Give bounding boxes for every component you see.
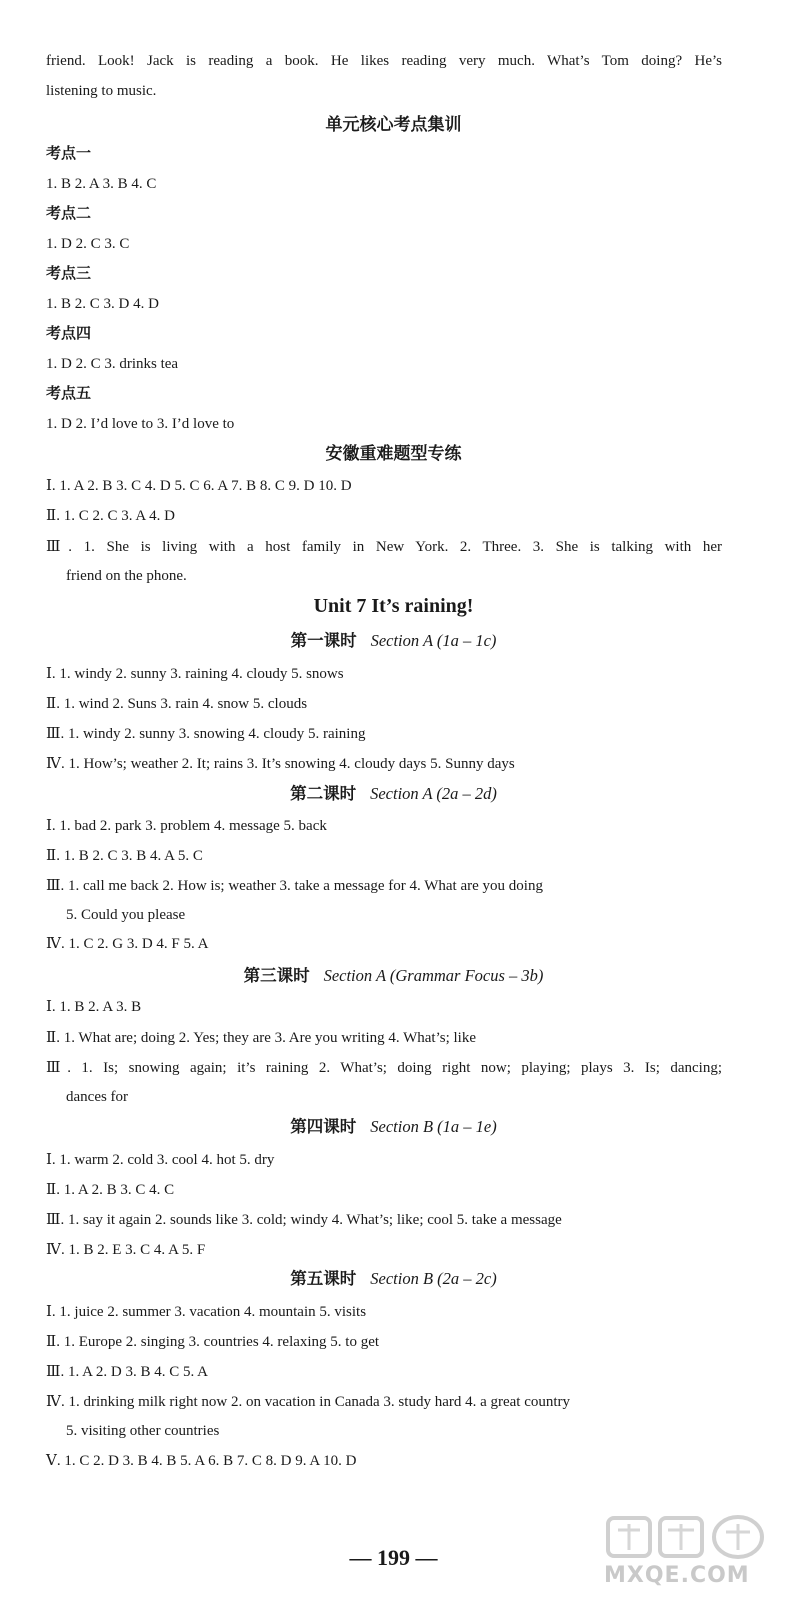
lesson-section: Section B (2a – 2c) [370,1269,497,1288]
kaodian-1-answers: 1. B 2. A 3. B 4. C [46,176,157,192]
lesson-1-line: Ⅱ. 1. wind 2. Suns 3. rain 4. snow 5. clouds [46,696,308,712]
lesson-label: 第四课时 [290,1117,357,1136]
lesson-5-line: Ⅳ. 1. drinking milk right now 2. on vacation in Canada 3. study hard 4. a great country [46,1394,571,1410]
lesson-1-heading [0,630,787,652]
watermark-text: MXQE.COM [604,1563,750,1588]
lesson-4-line: Ⅰ. 1. warm 2. cold 3. cool 4. hot 5. dry [46,1152,275,1168]
intro-line-1: friend. Look! Jack is reading a book. He likes reading very much. What’s Tom doing? He’s [46,53,722,69]
kaodian-1-label: 考点一 [46,146,92,162]
lesson-1-line: Ⅳ. 1. How’s; weather 2. It; rains 3. It’s snowing 4. cloudy days 5. Sunny days [46,756,515,772]
lesson-3-heading [0,965,787,987]
kaodian-3-label: 考点三 [46,266,92,282]
lesson-4-line: Ⅱ. 1. A 2. B 3. C 4. C [46,1182,175,1198]
kaodian-3-answers: 1. B 2. C 3. D 4. D [46,296,159,312]
lesson-4-line: Ⅲ. 1. say it again 2. sounds like 3. cold; windy 4. What’s; like; cool 5. take a message [46,1212,562,1228]
lesson-section: Section A (1a – 1c) [370,631,497,650]
kaodian-2-label: 考点二 [46,206,92,222]
kaodian-2-answers: 1. D 2. C 3. C [46,236,130,252]
lesson-label: 第二课时 [290,784,357,803]
lesson-5-line-cont: 5. visiting other countries [66,1423,220,1439]
lesson-5-heading [0,1268,787,1290]
page-number: — 199 — [349,1545,438,1570]
unit-title: Unit 7 It’s raining! [313,595,474,617]
lesson-section: Section A (2a – 2d) [370,784,497,803]
lesson-4-line: Ⅳ. 1. B 2. E 3. C 4. A 5. F [46,1242,206,1258]
intro-line-2: listening to music. [46,83,157,99]
kaodian-4-answers: 1. D 2. C 3. drinks tea [46,356,179,372]
lesson-1-line: Ⅲ. 1. windy 2. sunny 3. snowing 4. cloudy 5. raining [46,726,366,742]
lesson-5-line: Ⅱ. 1. Europe 2. singing 3. countries 4. relaxing 5. to get [46,1334,380,1350]
lesson-4-heading [0,1116,787,1138]
lesson-3-line: Ⅲ. 1. Is; snowing again; it’s raining 2. What’s; doing right now; playing; plays 3. Is; dancing; [46,1060,722,1076]
lesson-label: 第五课时 [290,1269,357,1288]
core-title: 单元核心考点集训 [325,115,462,134]
lesson-2-line: Ⅱ. 1. B 2. C 3. B 4. A 5. C [46,848,203,864]
lesson-5-line: Ⅲ. 1. A 2. D 3. B 4. C 5. A [46,1364,208,1380]
anhui-line-cont: friend on the phone. [66,568,187,584]
lesson-2-line: Ⅰ. 1. bad 2. park 3. problem 4. message 5. back [46,818,327,834]
anhui-line: Ⅰ. 1. A 2. B 3. C 4. D 5. C 6. A 7. B 8. C 9. D 10. D [46,478,352,494]
lesson-3-line-cont: dances for [66,1089,129,1105]
lesson-2-line: Ⅲ. 1. call me back 2. How is; weather 3. take a message for 4. What are you doing [46,878,543,894]
lesson-3-line: Ⅰ. 1. B 2. A 3. B [46,999,142,1015]
lesson-label: 第三课时 [243,966,310,985]
lesson-section: Section B (1a – 1e) [370,1117,497,1136]
lesson-5-line: Ⅴ. 1. C 2. D 3. B 4. B 5. A 6. B 7. C 8. D 9. A 10. D [46,1453,357,1469]
lesson-1-line: Ⅰ. 1. windy 2. sunny 3. raining 4. cloudy 5. snows [46,666,344,682]
lesson-2-heading [0,783,787,805]
lesson-3-line: Ⅱ. 1. What are; doing 2. Yes; they are 3. Are you writing 4. What’s; like [46,1030,476,1046]
anhui-line: Ⅲ. 1. She is living with a host family in New York. 2. Three. 3. She is talking with her [46,539,722,555]
lesson-label: 第一课时 [290,631,357,650]
kaodian-4-label: 考点四 [46,326,92,342]
lesson-5-line: Ⅰ. 1. juice 2. summer 3. vacation 4. mountain 5. visits [46,1304,367,1320]
kaodian-5-label: 考点五 [46,386,92,402]
lesson-2-line-cont: 5. Could you please [66,907,186,923]
lesson-2-line: Ⅳ. 1. C 2. G 3. D 4. F 5. A [46,936,209,952]
kaodian-5-answers: 1. D 2. I’d love to 3. I’d love to [46,416,235,432]
lesson-section: Section A (Grammar Focus – 3b) [323,966,544,985]
anhui-title: 安徽重难题型专练 [325,444,462,463]
anhui-line: Ⅱ. 1. C 2. C 3. A 4. D [46,508,175,524]
